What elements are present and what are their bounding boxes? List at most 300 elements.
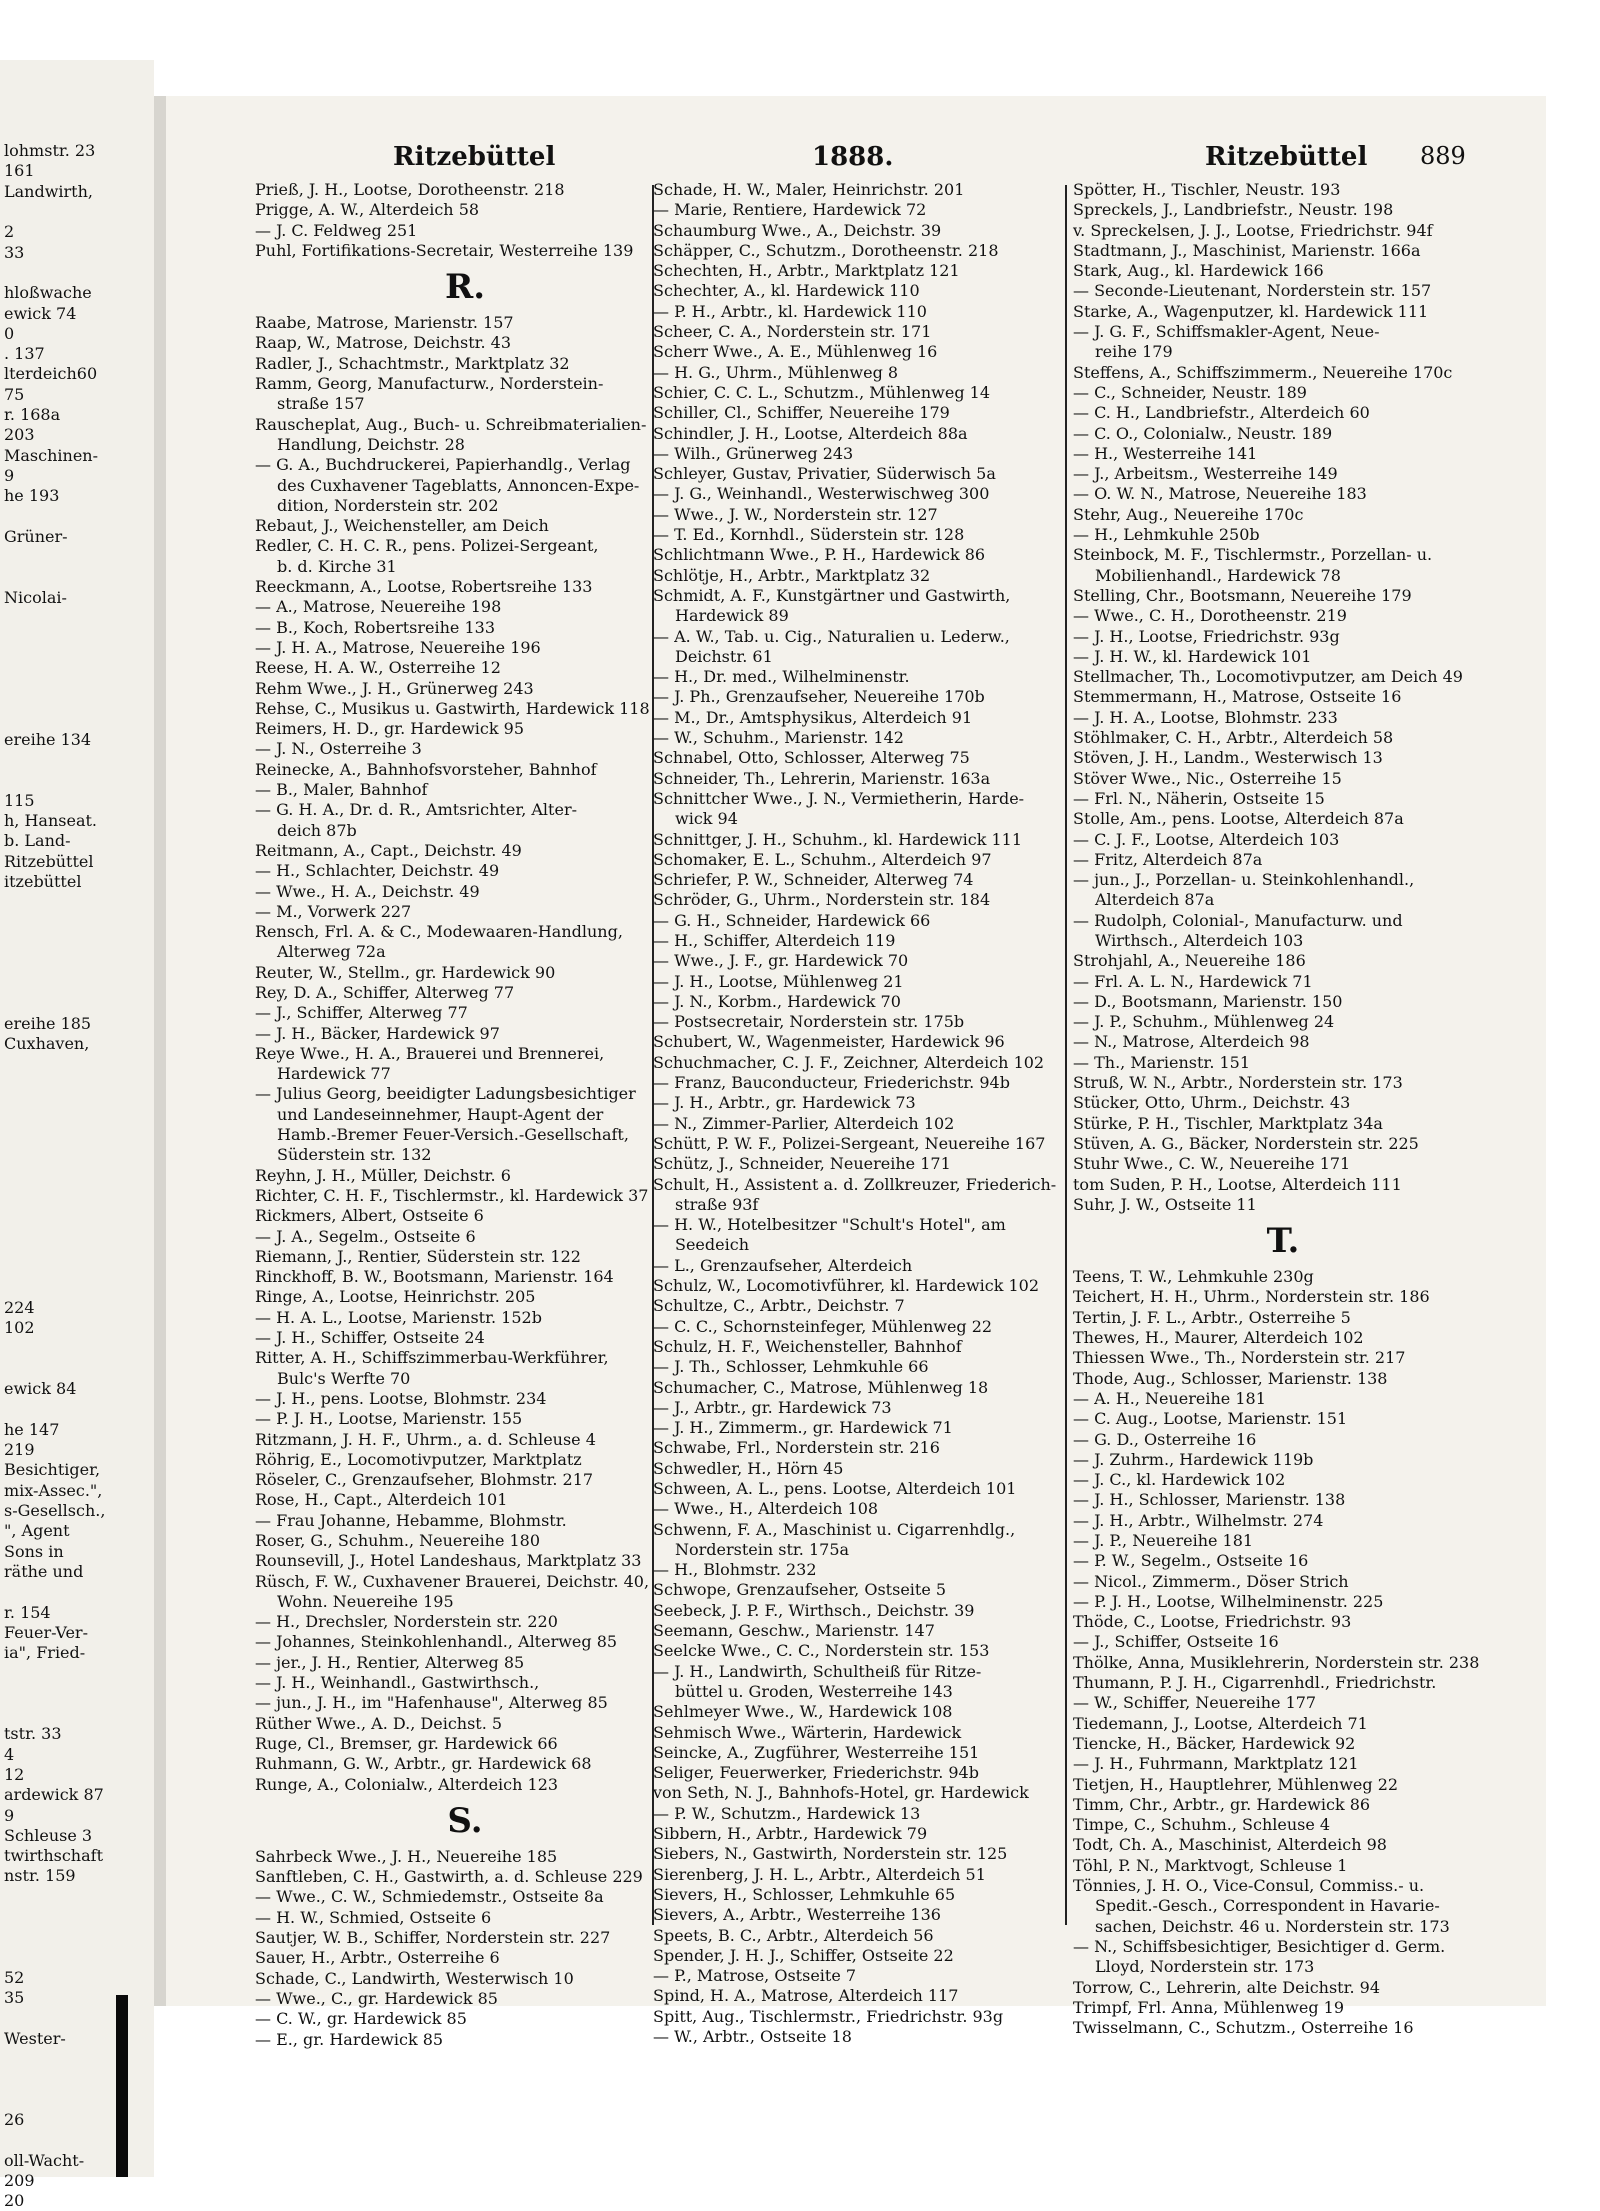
directory-entry: Schult, H., Assistent a. d. Zollkreuzer, Friederich- [653, 1174, 1057, 1194]
directory-entry: — H., Blohmstr. 232 [653, 1560, 817, 1580]
previous-page-fragment: räthe und [4, 1561, 84, 1581]
previous-page-fragment: Ritzebüttel [4, 851, 94, 871]
previous-page-fragment: 33 [4, 242, 25, 262]
directory-entry: — Wwe., C. H., Dorotheenstr. 219 [1073, 606, 1347, 626]
previous-page-fragment [0, 1136, 154, 1156]
directory-entry: Schechter, A., kl. Hardewick 110 [653, 281, 920, 301]
directory-entry: Röseler, C., Grenzaufseher, Blohmstr. 217 [255, 1470, 594, 1490]
directory-entry: Schütz, J., Schneider, Neuereihe 171 [653, 1154, 951, 1174]
entry-continuation: straße 93f [675, 1194, 759, 1214]
directory-entry: — J. H., Arbtr., gr. Hardewick 73 [653, 1093, 916, 1113]
entry-continuation: deich 87b [277, 820, 357, 840]
directory-entry: Rose, H., Capt., Alterdeich 101 [255, 1490, 508, 1510]
directory-entry: Rebaut, J., Weichensteller, am Deich [255, 516, 549, 536]
directory-entry: — L., Grenzaufseher, Alterdeich [653, 1255, 913, 1275]
previous-page-fragment [0, 2069, 154, 2089]
directory-entry: — J. N., Korbm., Hardewick 70 [653, 991, 901, 1011]
entry-continuation: und Landeseinnehmer, Haupt-Agent der [277, 1104, 604, 1124]
directory-entry: — H., Dr. med., Wilhelminenstr. [653, 667, 910, 687]
previous-page-fragment [0, 547, 154, 567]
directory-entry: Runge, A., Colonialw., Alterdeich 123 [255, 1774, 559, 1794]
directory-entry: — Franz, Bauconducteur, Friederichstr. 94b [653, 1073, 1010, 1093]
directory-entry: Twisselmann, C., Schutzm., Osterreihe 16 [1073, 2018, 1414, 2038]
directory-entry: — J. H., Schlosser, Marienstr. 138 [1073, 1490, 1346, 1510]
directory-entry: Spreckels, J., Landbriefstr., Neustr. 198 [1073, 200, 1394, 220]
directory-entry: — H. W., Hotelbesitzer "Schult's Hotel", am [653, 1215, 1006, 1235]
directory-entry: — J. P., Schuhm., Mühlenweg 24 [1073, 1012, 1335, 1032]
directory-entry: Rüsch, F. W., Cuxhavener Brauerei, Deichstr. 40, [255, 1571, 650, 1591]
directory-entry: Reinecke, A., Bahnhofsvorsteher, Bahnhof [255, 759, 597, 779]
previous-page-fragment [0, 507, 154, 527]
directory-entry: Stüven, A. G., Bäcker, Norderstein str. 225 [1073, 1133, 1419, 1153]
previous-page-fragment [0, 1887, 154, 1907]
entry-continuation: des Cuxhavener Tageblatts, Annoncen-Expe- [277, 475, 640, 495]
directory-entry: Stürke, P. H., Tischler, Marktplatz 34a [1073, 1113, 1383, 1133]
directory-entry: Trimpf, Frl. Anna, Mühlenweg 19 [1073, 1997, 1345, 2017]
directory-entry: Schier, C. C. L., Schutzm., Mühlenweg 14 [653, 382, 990, 402]
previous-page-fragment: 161 [4, 161, 35, 181]
directory-entry: Sibbern, H., Arbtr., Hardewick 79 [653, 1824, 928, 1844]
directory-entry: Schütt, P. W. F., Polizei-Sergeant, Neuereihe 167 [653, 1133, 1046, 1153]
directory-entry: — J. G., Weinhandl., Westerwischweg 300 [653, 484, 990, 504]
directory-entry: Sierenberg, J. H. L., Arbtr., Alterdeich 51 [653, 1864, 986, 1884]
directory-entry: Tietjen, H., Hauptlehrer, Mühlenweg 22 [1073, 1774, 1399, 1794]
directory-entry: — P. W., Schutzm., Hardewick 13 [653, 1803, 921, 1823]
directory-entry: Schaumburg Wwe., A., Deichstr. 39 [653, 220, 942, 240]
previous-page-fragment: 52 [4, 1967, 25, 1987]
directory-entry: Schuchmacher, C. J. F., Zeichner, Alterdeich 102 [653, 1052, 1045, 1072]
directory-entry: — Wwe., C. W., Schmiedemstr., Ostseite 8a [255, 1887, 604, 1907]
directory-entry: — Wwe., H. A., Deichstr. 49 [255, 881, 480, 901]
directory-entry: — J. P., Neuereihe 181 [1073, 1531, 1254, 1550]
directory-entry: — Frl. N., Näherin, Ostseite 15 [1073, 788, 1325, 808]
previous-page-fragment [0, 1176, 154, 1196]
directory-entry: Stehr, Aug., Neuereihe 170c [1073, 504, 1304, 524]
previous-page-fragment [0, 1095, 154, 1115]
directory-entry: Stemmermann, H., Matrose, Ostseite 16 [1073, 687, 1402, 707]
directory-entry: Schäpper, C., Schutzm., Dorotheenstr. 218 [653, 240, 999, 260]
previous-page-fragment [0, 1684, 154, 1704]
directory-entry: — J. H. W., kl. Hardewick 101 [1073, 646, 1312, 666]
directory-entry: Rey, D. A., Schiffer, Alterweg 77 [255, 982, 515, 1002]
directory-entry: Sievers, H., Schlosser, Lehmkuhle 65 [653, 1884, 956, 1904]
previous-page-fragment: lterdeich60 [4, 364, 98, 384]
header-year: 1888. [812, 142, 894, 172]
directory-entry: Thewes, H., Maurer, Alterdeich 102 [1073, 1328, 1364, 1348]
directory-entry: Ruhmann, G. W., Arbtr., gr. Hardewick 68 [255, 1754, 592, 1774]
directory-entry: Reimers, H. D., gr. Hardewick 95 [255, 719, 525, 739]
directory-entry: Schiller, Cl., Schiffer, Neuereihe 179 [653, 403, 950, 423]
directory-entry: — G. A., Buchdruckerei, Papierhandlg., Verlag [255, 455, 631, 475]
directory-entry: Roser, G., Schuhm., Neuereihe 180 [255, 1531, 541, 1550]
directory-entry: — Wilh., Grünerweg 243 [653, 443, 854, 463]
previous-page-fragment [0, 2049, 154, 2069]
directory-entry: — Fritz, Alterdeich 87a [1073, 849, 1263, 869]
directory-entry: — N., Schiffsbesichtiger, Besichtiger d. Germ. [1073, 1936, 1446, 1956]
directory-entry: — J. A., Segelm., Ostseite 6 [255, 1226, 476, 1246]
directory-entry: Stücker, Otto, Uhrm., Deichstr. 43 [1073, 1093, 1351, 1113]
previous-page-fragment: 224 [4, 1298, 35, 1318]
directory-entry: — J., Arbeitsm., Westerreihe 149 [1073, 464, 1338, 484]
directory-entry: Schlötje, H., Arbtr., Marktplatz 32 [653, 565, 931, 585]
directory-entry: — J. G. F., Schiffsmakler-Agent, Neue- [1073, 322, 1380, 342]
previous-page-fragment: Feuer-Ver- [4, 1622, 88, 1642]
directory-entry: Reyhn, J. H., Müller, Deichstr. 6 [255, 1165, 511, 1185]
directory-entry: Prigge, A. W., Alterdeich 58 [255, 200, 480, 220]
previous-page-fragment: oll-Wacht- [4, 2150, 85, 2170]
previous-page-fragment: Grüner- [4, 526, 68, 546]
directory-entry: Torrow, C., Lehrerin, alte Deichstr. 94 [1073, 1977, 1381, 1997]
directory-entry: Rauscheplat, Aug., Buch- u. Schreibmaterialien- [255, 414, 647, 434]
previous-page-fragment [0, 263, 154, 283]
directory-entry: — Rudolph, Colonial-, Manufacturw. und [1073, 910, 1403, 930]
directory-entry: — H., Drechsler, Norderstein str. 220 [255, 1612, 558, 1632]
previous-page-fragment [0, 1927, 154, 1947]
previous-page-fragment [0, 1217, 154, 1237]
directory-entry: Rehm Wwe., J. H., Grünerweg 243 [255, 678, 534, 698]
directory-entry: — C. Aug., Lootse, Marienstr. 151 [1073, 1409, 1348, 1429]
directory-entry: Tertin, J. F. L., Arbtr., Osterreihe 5 [1073, 1307, 1351, 1327]
directory-entry: v. Spreckelsen, J. J., Lootse, Friedrichstr. 94f [1073, 220, 1433, 240]
directory-entry: — Johannes, Steinkohlenhandl., Alterweg 85 [255, 1632, 618, 1652]
directory-entry: Scherr Wwe., A. E., Mühlenweg 16 [653, 342, 938, 362]
directory-entry: — J. H. A., Lootse, Blohmstr. 233 [1073, 707, 1338, 727]
directory-entry: Reese, H. A. W., Osterreihe 12 [255, 658, 501, 678]
directory-entry: Schneider, Th., Lehrerin, Marienstr. 163a [653, 768, 991, 788]
directory-entry: tom Suden, P. H., Lootse, Alterdeich 111 [1073, 1174, 1402, 1194]
directory-entry: Thöde, C., Lootse, Friedrichstr. 93 [1073, 1612, 1352, 1632]
directory-entry: Stark, Aug., kl. Hardewick 166 [1073, 261, 1324, 281]
previous-page-fragment: hloßwache [4, 283, 92, 303]
entry-continuation: Bulc's Werfte 70 [277, 1368, 411, 1388]
directory-entry: — J. Ph., Grenzaufseher, Neuereihe 170b [653, 687, 985, 707]
directory-entry: Schmidt, A. F., Kunstgärtner und Gastwirth, [653, 585, 1011, 605]
header-right-title: Ritzebüttel [1205, 142, 1368, 172]
entry-continuation: Hardewick 77 [277, 1064, 391, 1084]
previous-page-fragment: s-Gesellsch., [4, 1501, 106, 1521]
directory-entry: — G. H., Schneider, Hardewick 66 [653, 910, 931, 930]
previous-page-fragment: Schleuse 3 [4, 1825, 93, 1845]
previous-page-fragment: r. 154 [4, 1602, 51, 1622]
directory-entry: Teichert, H. H., Uhrm., Norderstein str. 186 [1073, 1287, 1430, 1307]
previous-page-fragment [0, 1115, 154, 1135]
directory-entry: — Nicol., Zimmerm., Döser Strich [1073, 1571, 1349, 1591]
directory-entry: Seemann, Geschw., Marienstr. 147 [653, 1621, 935, 1641]
directory-entry: Riemann, J., Rentier, Süderstein str. 122 [255, 1246, 581, 1266]
previous-page-fragment: r. 168a [4, 405, 61, 425]
directory-entry: Schleyer, Gustav, Privatier, Süderwisch 5a [653, 464, 996, 484]
previous-page-fragment [0, 973, 154, 993]
previous-page-fragment: h, Hanseat. [4, 810, 98, 830]
directory-entry: — C., Schneider, Neustr. 189 [1073, 382, 1307, 402]
directory-entry: — O. W. N., Matrose, Neuereihe 183 [1073, 484, 1367, 504]
directory-entry: — J. C., kl. Hardewick 102 [1073, 1470, 1286, 1490]
previous-page-fragment: Nicolai- [4, 587, 67, 607]
directory-entry: — Th., Marienstr. 151 [1073, 1052, 1251, 1072]
directory-entry: Seincke, A., Zugführer, Westerreihe 151 [653, 1742, 980, 1762]
directory-entry: Rehse, C., Musikus u. Gastwirth, Hardewick 118 [255, 698, 650, 718]
directory-entry: Tönnies, J. H. O., Vice-Consul, Commiss.- u. [1073, 1876, 1425, 1896]
directory-entry: — M., Vorwerk 227 [255, 901, 412, 921]
directory-entry: — J., Schiffer, Alterweg 77 [255, 1003, 468, 1023]
directory-entry: — A. H., Neuereihe 181 [1073, 1388, 1266, 1408]
directory-entry: — P. W., Segelm., Ostseite 16 [1073, 1551, 1309, 1571]
directory-entry: Ramm, Georg, Manufacturw., Norderstein- [255, 374, 604, 394]
entry-continuation: Hamb.-Bremer Feuer-Versich.-Gesellschaft, [277, 1125, 629, 1145]
previous-page-fragment: 9 [4, 465, 15, 485]
previous-page-fragment: Landwirth, [4, 181, 93, 201]
previous-page-fragment [0, 1075, 154, 1095]
directory-entry: Schade, C., Landwirth, Westerwisch 10 [255, 1968, 574, 1988]
previous-page-fragment [0, 628, 154, 648]
directory-entry: Schnittcher Wwe., J. N., Vermietherin, Harde- [653, 788, 1025, 808]
directory-entry: — P. H., Arbtr., kl. Hardewick 110 [653, 301, 927, 321]
directory-entry: — J. H., Lootse, Friedrichstr. 93g [1073, 626, 1340, 646]
directory-entry: — J. H., Bäcker, Hardewick 97 [255, 1023, 500, 1043]
directory-entry: Töhl, P. N., Marktvogt, Schleuse 1 [1073, 1855, 1348, 1875]
directory-entry: — H., Schlachter, Deichstr. 49 [255, 861, 500, 881]
previous-page-fragment [0, 567, 154, 587]
directory-entry: — Frl. A. L. N., Hardewick 71 [1073, 971, 1313, 991]
previous-page-fragment [0, 60, 154, 80]
directory-entry: Stöven, J. H., Landm., Westerwisch 13 [1073, 748, 1383, 768]
directory-entry: — P. J. H., Lootse, Wilhelminenstr. 225 [1073, 1591, 1384, 1611]
previous-page-fragment [0, 1258, 154, 1278]
previous-page-fragment: ardewick 87 [4, 1785, 104, 1805]
directory-entry: — H., Schiffer, Alterdeich 119 [653, 930, 896, 950]
directory-entry: Reye Wwe., H. A., Brauerei und Brennerei, [255, 1043, 605, 1063]
directory-entry: — Seconde-Lieutenant, Norderstein str. 157 [1073, 281, 1432, 301]
directory-entry: Puhl, Fortifikations-Secretair, Westerreihe 139 [255, 240, 634, 260]
previous-page-fragment: 12 [4, 1764, 25, 1784]
previous-page-fragment: 203 [4, 425, 35, 445]
directory-entry: Stadtmann, J., Maschinist, Marienstr. 166a [1073, 240, 1421, 260]
section-letter: S. [447, 1800, 483, 1841]
directory-entry: Sievers, A., Arbtr., Westerreihe 136 [653, 1905, 941, 1925]
directory-entry: Schomaker, E. L., Schuhm., Alterdeich 97 [653, 849, 992, 869]
directory-entry: Ruge, Cl., Bremser, gr. Hardewick 66 [255, 1733, 558, 1753]
previous-page-fragment: mix-Assec.", [4, 1480, 103, 1500]
directory-entry: Schultze, C., Arbtr., Deichstr. 7 [653, 1296, 905, 1316]
previous-page-fragment: Besichtiger, [4, 1460, 101, 1480]
entry-continuation: wick 94 [675, 809, 738, 829]
directory-entry: — Frau Johanne, Hebamme, Blohmstr. [255, 1510, 567, 1530]
previous-page-fragment [0, 1359, 154, 1379]
directory-entry: — N., Zimmer-Parlier, Alterdeich 102 [653, 1113, 955, 1133]
directory-entry: — E., gr. Hardewick 85 [255, 2029, 444, 2049]
previous-page-fragment: Cuxhaven, [4, 1034, 90, 1054]
directory-entry: Schulz, W., Locomotivführer, kl. Hardewick 102 [653, 1276, 1040, 1296]
entry-continuation: Norderstein str. 175a [675, 1539, 850, 1559]
previous-page-fragment: 35 [4, 1988, 25, 2008]
directory-entry: Sautjer, W. B., Schiffer, Norderstein str. 227 [255, 1928, 611, 1948]
directory-entry: Timpe, C., Schuhm., Schleuse 4 [1073, 1815, 1331, 1835]
directory-entry: — P., Matrose, Ostseite 7 [653, 1966, 857, 1986]
entry-continuation: Seedeich [675, 1235, 749, 1255]
directory-entry: — J. H., Arbtr., Wilhelmstr. 274 [1073, 1510, 1324, 1530]
directory-entry: — G. D., Osterreihe 16 [1073, 1429, 1257, 1449]
previous-page-fragment [0, 80, 154, 100]
directory-entry: Schlichtmann Wwe., P. H., Hardewick 86 [653, 545, 986, 565]
directory-entry: — B., Maler, Bahnhof [255, 780, 428, 800]
previous-page-fragment: 102 [4, 1318, 35, 1338]
previous-page-fragment: 2 [4, 222, 15, 242]
previous-page-fragment: he 193 [4, 486, 60, 506]
previous-page-fragment: lohmstr. 23 [4, 141, 96, 161]
previous-page-fragment [0, 121, 154, 141]
directory-entry: Schechten, H., Arbtr., Marktplatz 121 [653, 261, 960, 281]
previous-page-fragment [0, 770, 154, 790]
directory-entry: Spender, J. H. J., Schiffer, Ostseite 22 [653, 1945, 954, 1965]
directory-entry: Raap, W., Matrose, Deichstr. 43 [255, 333, 512, 353]
column-1 [255, 180, 675, 2049]
entry-continuation: Lloyd, Norderstein str. 173 [1095, 1957, 1315, 1977]
previous-page-fragment: itzebüttel [4, 871, 82, 891]
directory-entry: — C. W., gr. Hardewick 85 [255, 2009, 467, 2029]
directory-entry: Rickmers, Albert, Ostseite 6 [255, 1206, 484, 1226]
column-3 [1073, 180, 1493, 2038]
directory-entry: Timm, Chr., Arbtr., gr. Hardewick 86 [1073, 1794, 1371, 1814]
directory-entry: Thode, Aug., Schlosser, Marienstr. 138 [1073, 1368, 1388, 1388]
directory-entry: Starke, A., Wagenputzer, kl. Hardewick 111 [1073, 301, 1429, 321]
entry-continuation: sachen, Deichstr. 46 u. Norderstein str. 173 [1095, 1916, 1450, 1936]
directory-entry: — Wwe., C., gr. Hardewick 85 [255, 1988, 498, 2008]
previous-page-fragment [0, 1400, 154, 1420]
previous-page-fragment [0, 1055, 154, 1075]
directory-entry: Scheer, C. A., Norderstein str. 171 [653, 322, 932, 342]
directory-entry: — W., Arbtr., Ostseite 18 [653, 2027, 852, 2047]
previous-page-fragment [0, 912, 154, 932]
previous-page-fragment [0, 1907, 154, 1927]
section-letter: R. [444, 267, 486, 308]
directory-entry: Rounsevill, J., Hotel Landeshaus, Marktplatz 33 [255, 1551, 642, 1571]
directory-entry: Sauer, H., Arbtr., Osterreihe 6 [255, 1948, 500, 1968]
directory-entry: Schröder, G., Uhrm., Norderstein str. 184 [653, 890, 991, 910]
directory-entry: Thiessen Wwe., Th., Norderstein str. 217 [1073, 1348, 1406, 1368]
previous-page-fragment: 9 [4, 1805, 15, 1825]
entry-continuation: Alterweg 72a [277, 942, 386, 962]
previous-page-fragment: 209 [4, 2170, 35, 2190]
previous-page-fragment [0, 710, 154, 730]
directory-entry: Tiedemann, J., Lootse, Alterdeich 71 [1073, 1713, 1368, 1733]
previous-page-fragment: 26 [4, 2109, 25, 2129]
directory-entry: Teens, T. W., Lehmkuhle 230g [1073, 1267, 1314, 1287]
previous-page-fragment [0, 933, 154, 953]
previous-page-fragment [0, 1197, 154, 1217]
previous-page-fragment: 219 [4, 1440, 35, 1460]
directory-entry: — H., Westerreihe 141 [1073, 443, 1258, 463]
directory-entry: Siebers, N., Gastwirth, Norderstein str. 125 [653, 1844, 1008, 1864]
directory-entry: — J. Th., Schlosser, Lehmkuhle 66 [653, 1357, 929, 1377]
directory-entry: Sahrbeck Wwe., J. H., Neuereihe 185 [255, 1846, 558, 1866]
directory-entry: Schumacher, C., Matrose, Mühlenweg 18 [653, 1377, 989, 1397]
previous-page-fragment [0, 892, 154, 912]
directory-entry: — Postsecretair, Norderstein str. 175b [653, 1012, 965, 1032]
binding-edge [116, 1995, 128, 2177]
directory-entry: Seliger, Feuerwerker, Friederichstr. 94b [653, 1763, 979, 1783]
directory-entry: Stellmacher, Th., Locomotivputzer, am Deich 49 [1073, 667, 1463, 687]
previous-page-fragment [0, 953, 154, 973]
entry-continuation: Spedit.-Gesch., Correspondent in Havarie- [1095, 1896, 1440, 1916]
directory-entry: — W., Schuhm., Marienstr. 142 [653, 728, 904, 748]
page-number: 889 [1420, 142, 1466, 170]
previous-page-fragment: ia", Fried- [4, 1643, 86, 1663]
previous-page-fragment: Maschinen- [4, 445, 98, 465]
directory-entry: Reuter, W., Stellm., gr. Hardewick 90 [255, 962, 556, 982]
directory-entry: Reeckmann, A., Lootse, Robertsreihe 133 [255, 577, 593, 597]
column-divider [1065, 185, 1067, 1925]
header-left-title: Ritzebüttel [393, 142, 556, 172]
previous-page-fragment [0, 2009, 154, 2029]
directory-entry: Schnittger, J. H., Schuhm., kl. Hardewick 111 [653, 829, 1023, 849]
previous-page-fragment [0, 1339, 154, 1359]
directory-entry: Schwenn, F. A., Maschinist u. Cigarrenhdlg., [653, 1519, 1016, 1539]
directory-entry: — A. W., Tab. u. Cig., Naturalien u. Lederw., [653, 626, 1010, 646]
directory-entry: — J. H., pens. Lootse, Blohmstr. 234 [255, 1388, 547, 1408]
directory-entry: Röhrig, E., Locomotivputzer, Marktplatz [255, 1449, 582, 1469]
entry-continuation: b. d. Kirche 31 [277, 556, 397, 576]
directory-entry: Speets, B. C., Arbtr., Alterdeich 56 [653, 1925, 934, 1945]
entry-continuation: Süderstein str. 132 [277, 1145, 432, 1165]
directory-entry: Seebeck, J. P. F., Wirthsch., Deichstr. 39 [653, 1600, 975, 1620]
entry-continuation: straße 157 [277, 394, 365, 414]
directory-entry: — D., Bootsmann, Marienstr. 150 [1073, 991, 1343, 1011]
previous-page-fragment: tstr. 33 [4, 1724, 62, 1744]
directory-entry: Tiencke, H., Bäcker, Hardewick 92 [1073, 1733, 1356, 1753]
directory-entry: Rüther Wwe., A. D., Deichst. 5 [255, 1713, 503, 1733]
directory-entry: Sehlmeyer Wwe., W., Hardewick 108 [653, 1702, 953, 1722]
directory-entry: von Seth, N. J., Bahnhofs-Hotel, gr. Hardewick [653, 1783, 1029, 1803]
directory-entry: Schubert, W., Wagenmeister, Hardewick 96 [653, 1032, 1005, 1052]
section-letter: T. [1266, 1221, 1300, 1262]
previous-page-fragment: ", Agent [4, 1521, 70, 1541]
previous-page-fragment [0, 994, 154, 1014]
directory-entry: — J. H., Schiffer, Ostseite 24 [255, 1328, 485, 1348]
entry-continuation: Mobilienhandl., Hardewick 78 [1095, 565, 1341, 585]
directory-entry: — jun., J. H., im "Hafenhause", Alterweg 85 [255, 1693, 608, 1713]
directory-entry: — Wwe., J. W., Norderstein str. 127 [653, 504, 938, 524]
previous-page-fragment [0, 689, 154, 709]
entry-continuation: Wohn. Neuereihe 195 [277, 1591, 454, 1611]
directory-entry: Sanftleben, C. H., Gastwirth, a. d. Schleuse 229 [255, 1867, 643, 1887]
directory-entry: — Marie, Rentiere, Hardewick 72 [653, 200, 927, 220]
entry-continuation: dition, Norderstein str. 202 [277, 495, 499, 515]
directory-entry: — J. N., Osterreihe 3 [255, 739, 422, 759]
directory-entry: — Julius Georg, beeidigter Ladungsbesichtiger [255, 1084, 636, 1104]
previous-page-fragment [0, 101, 154, 121]
directory-entry: Schulz, H. F., Weichensteller, Bahnhof [653, 1336, 962, 1356]
directory-entry: — P. J. H., Lootse, Marienstr. 155 [255, 1409, 523, 1429]
directory-entry: — H., Lehmkuhle 250b [1073, 525, 1260, 545]
previous-page-fragment [0, 669, 154, 689]
previous-page-fragment: ewick 84 [4, 1379, 77, 1399]
directory-entry: Steffens, A., Schiffszimmerm., Neuereihe 170c [1073, 362, 1453, 382]
directory-entry: Strohjahl, A., Neuereihe 186 [1073, 951, 1306, 971]
entry-continuation: Handlung, Deichstr. 28 [277, 434, 465, 454]
entry-continuation: Hardewick 89 [675, 606, 789, 626]
previous-page-fragment: nstr. 159 [4, 1866, 76, 1886]
page-header [220, 142, 1466, 176]
directory-entry: Suhr, J. W., Ostseite 11 [1073, 1194, 1257, 1214]
previous-page-fragment [0, 1278, 154, 1298]
previous-page-fragment [0, 750, 154, 770]
directory-entry: Raabe, Matrose, Marienstr. 157 [255, 313, 514, 333]
directory-entry: — H. W., Schmied, Ostseite 6 [255, 1907, 492, 1927]
previous-page-fragment: ereihe 134 [4, 729, 92, 749]
directory-entry: — J. H., Fuhrmann, Marktplatz 121 [1073, 1754, 1359, 1774]
previous-page-fragment [0, 608, 154, 628]
previous-page-fragment: 115 [4, 790, 35, 810]
